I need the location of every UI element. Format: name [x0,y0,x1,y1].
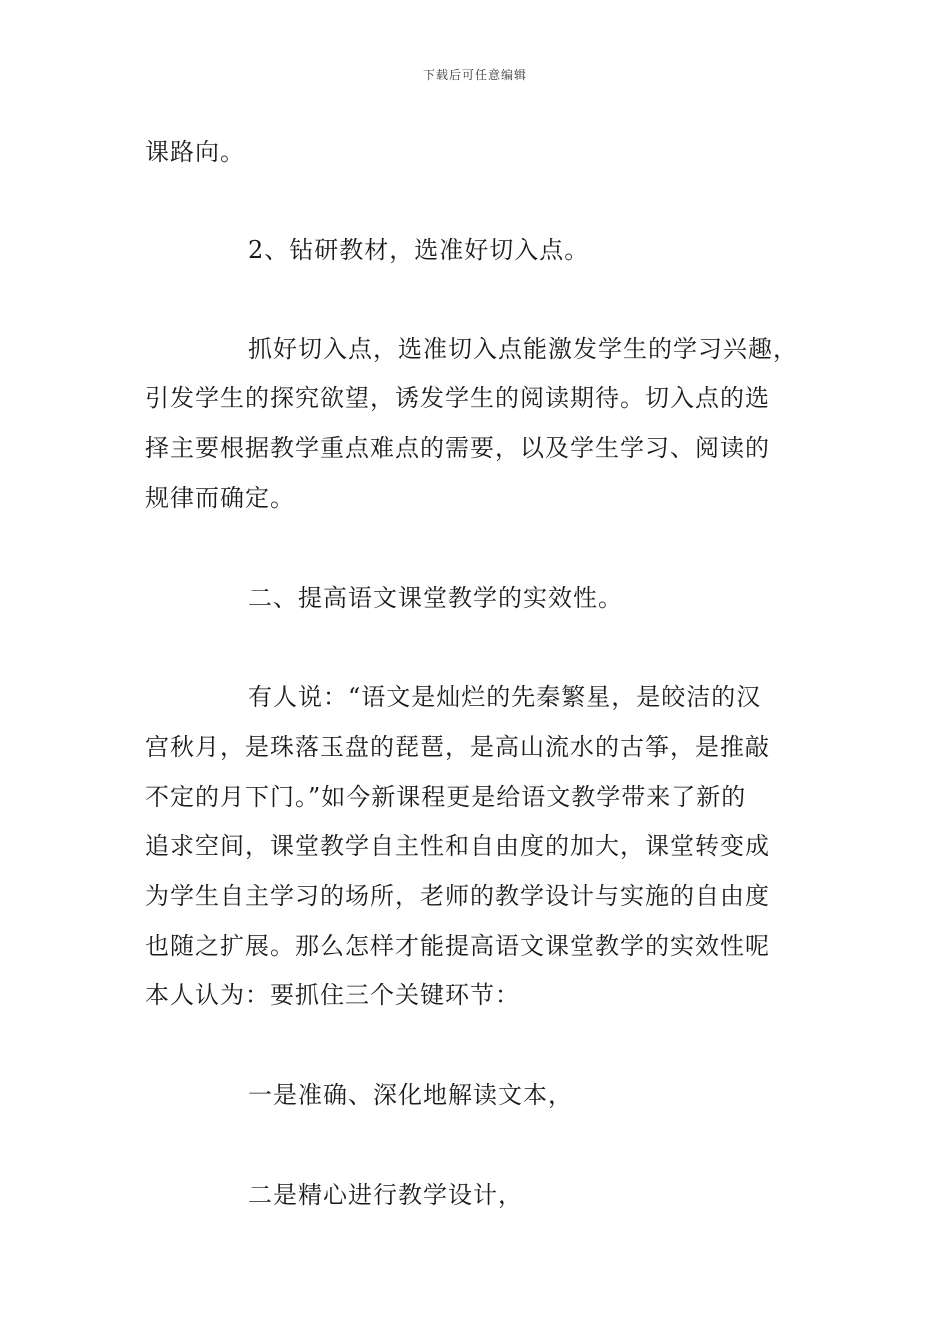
list-item: 二是精心进行教学设计， [248,1181,523,1209]
body-line: 也随之扩展。那么怎样才能提高语文课堂教学的实效性呢 [145,932,770,960]
body-line: 追求空间，课堂教学自主性和自由度的加大，课堂转变成 [145,832,770,860]
list-item: 一是准确、深化地解读文本， [248,1081,573,1109]
body-line: 本人认为：要抓住三个关键环节： [145,981,520,1009]
body-line: 引发学生的探究欲望，诱发学生的阅读期待。切入点的选 [145,384,770,412]
body-line: 课路向。 [145,138,245,166]
body-line: 规律而确定。 [145,484,295,512]
page-header: 下载后可任意编辑 [422,68,527,82]
body-line: 为学生自主学习的场所，老师的教学设计与实施的自由度 [145,882,770,910]
body-line: 有人说：“语文是灿烂的先秦繁星，是皎洁的汉 [248,683,762,711]
section-heading: 二、提高语文课堂教学的实效性。 [248,584,623,612]
section-heading: 2、钻研教材，选准好切入点。 [248,236,590,264]
body-line: 宫秋月，是珠落玉盘的琵琶，是高山流水的古筝，是推敲 [145,733,770,761]
body-line: 择主要根据教学重点难点的需要，以及学生学习、阅读的 [145,434,770,462]
body-line: 抓好切入点，选准切入点能激发学生的学习兴趣， [248,335,798,363]
body-line: 不定的月下门。”如今新课程更是给语文教学带来了新的 [145,783,747,811]
